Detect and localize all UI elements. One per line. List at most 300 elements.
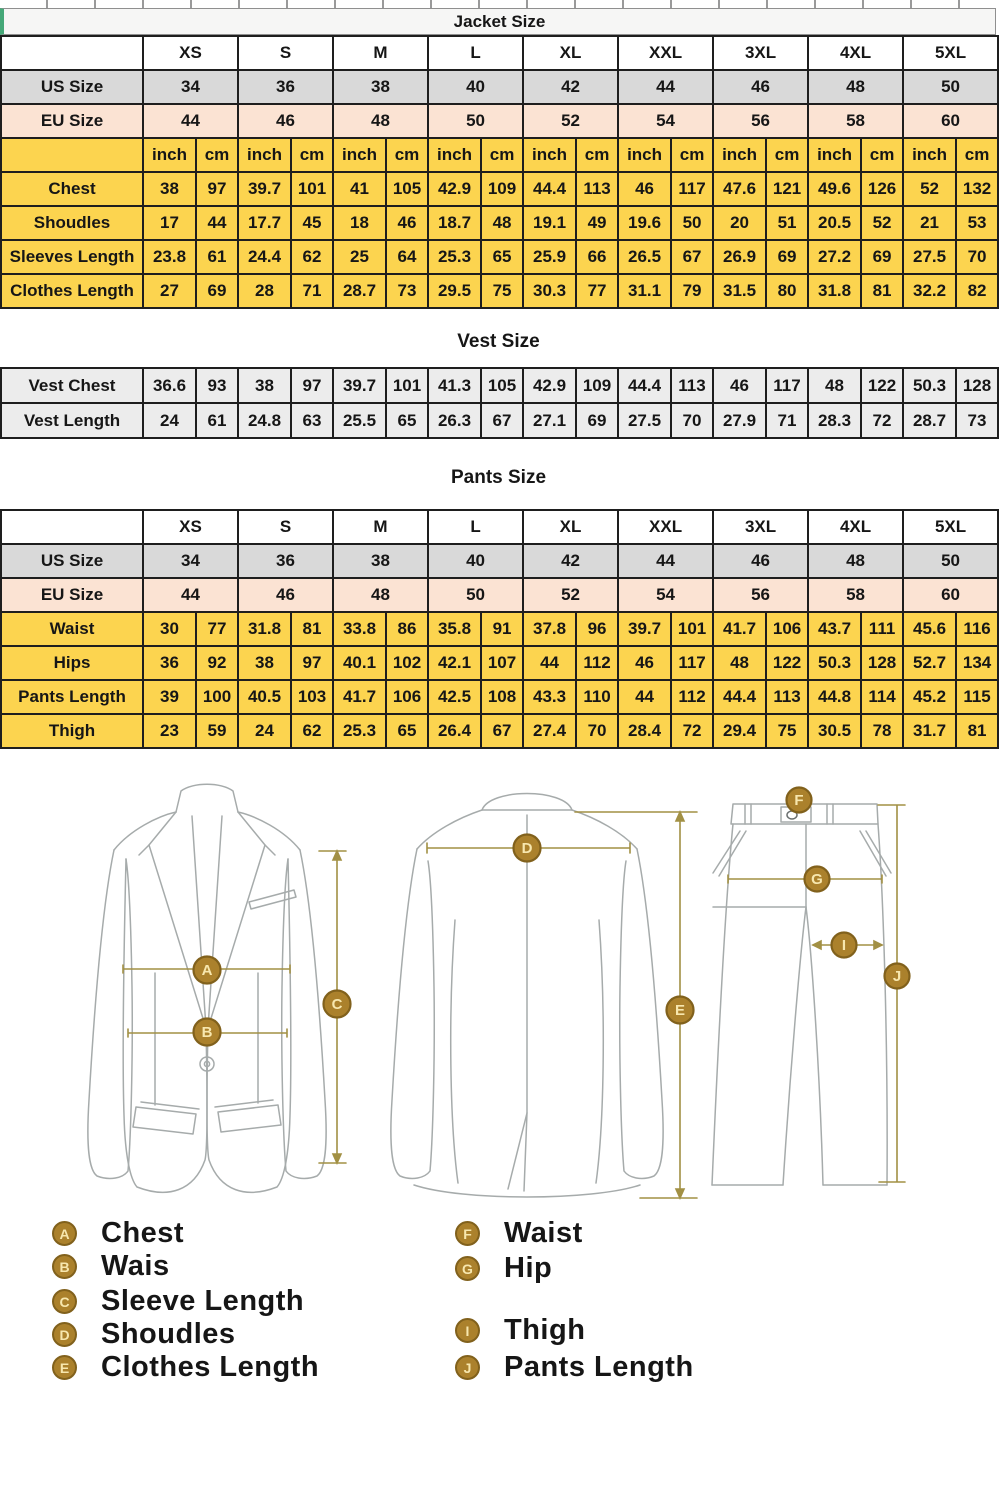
legend-item-j: [455, 1351, 694, 1384]
unit-inch-cell: inch: [428, 138, 481, 172]
cm-value-cell: 77: [196, 612, 238, 646]
cm-value-cell: 103: [291, 680, 333, 714]
cm-value-cell: 109: [576, 368, 618, 403]
unit-inch-cell: inch: [713, 138, 766, 172]
cm-value-cell: 106: [766, 612, 808, 646]
cm-value-cell: 134: [956, 646, 998, 680]
inch-value-cell: 26.3: [428, 403, 481, 438]
inch-value-cell: 27: [143, 274, 196, 308]
inch-value-cell: 24: [238, 714, 291, 748]
inch-value-cell: 46: [713, 368, 766, 403]
inch-value-cell: 36: [143, 646, 196, 680]
cm-value-cell: 108: [481, 680, 523, 714]
marker-e: [667, 997, 694, 1024]
cm-value-cell: 73: [386, 274, 428, 308]
inch-value-cell: 39.7: [618, 612, 671, 646]
inch-value-cell: 21: [903, 206, 956, 240]
jacket-front-drawing: [88, 784, 326, 1192]
inch-value-cell: 44.4: [523, 172, 576, 206]
inch-value-cell: 27.2: [808, 240, 861, 274]
cm-value-cell: 100: [196, 680, 238, 714]
eu-size-cell: 58: [808, 578, 903, 612]
cm-value-cell: 67: [481, 403, 523, 438]
legend-label: Chest: [101, 1217, 185, 1249]
inch-value-cell: 25.3: [428, 240, 481, 274]
svg-text:C: C: [331, 996, 343, 1013]
inch-value-cell: 25.3: [333, 714, 386, 748]
cm-value-cell: 80: [766, 274, 808, 308]
corner-cell: [1, 510, 143, 544]
cm-value-cell: 102: [386, 646, 428, 680]
cm-value-cell: 115: [956, 680, 998, 714]
inch-value-cell: 42.5: [428, 680, 481, 714]
cm-value-cell: 132: [956, 172, 998, 206]
cm-value-cell: 101: [386, 368, 428, 403]
us-size-cell: 36: [238, 544, 333, 578]
inch-value-cell: 33.8: [333, 612, 386, 646]
legend-item-f: [455, 1217, 583, 1250]
cm-value-cell: 69: [576, 403, 618, 438]
cm-value-cell: 45: [291, 206, 333, 240]
cm-value-cell: 107: [481, 646, 523, 680]
svg-text:F: F: [794, 792, 804, 809]
table-row: [1, 36, 998, 70]
cm-value-cell: 77: [576, 274, 618, 308]
eu-size-cell: 48: [333, 578, 428, 612]
inch-value-cell: 28: [238, 274, 291, 308]
cm-value-cell: 105: [481, 368, 523, 403]
marker-a: [194, 957, 221, 984]
unit-cm-cell: cm: [481, 138, 523, 172]
unit-cm-cell: cm: [576, 138, 618, 172]
us-size-cell: 50: [903, 544, 998, 578]
eu-size-cell: 50: [428, 104, 523, 138]
cm-value-cell: 81: [291, 612, 333, 646]
inch-value-cell: 25.9: [523, 240, 576, 274]
cm-value-cell: 126: [861, 172, 903, 206]
cm-value-cell: 70: [956, 240, 998, 274]
cm-value-cell: 62: [291, 240, 333, 274]
legend-badge-i: I: [455, 1318, 480, 1343]
eu-size-cell: 60: [903, 578, 998, 612]
marker-i: [832, 933, 857, 958]
inch-value-cell: 43.3: [523, 680, 576, 714]
inch-value-cell: 31.7: [903, 714, 956, 748]
inch-value-cell: 29.5: [428, 274, 481, 308]
cm-value-cell: 49: [576, 206, 618, 240]
cm-value-cell: 97: [196, 172, 238, 206]
inch-value-cell: 32.2: [903, 274, 956, 308]
cm-value-cell: 121: [766, 172, 808, 206]
us-size-cell: 48: [808, 70, 903, 104]
cm-value-cell: 106: [386, 680, 428, 714]
size-header-cell: XS: [143, 510, 238, 544]
marker-c: [324, 991, 351, 1018]
unit-inch-cell: inch: [238, 138, 291, 172]
cm-value-cell: 105: [386, 172, 428, 206]
us-size-cell: 42: [523, 544, 618, 578]
table-row: [1, 104, 998, 138]
cm-value-cell: 69: [196, 274, 238, 308]
cm-value-cell: 112: [671, 680, 713, 714]
inch-value-cell: 28.4: [618, 714, 671, 748]
marker-f: [787, 788, 812, 813]
cm-value-cell: 70: [576, 714, 618, 748]
table-row: [1, 240, 998, 274]
cm-value-cell: 53: [956, 206, 998, 240]
pants-size-table: [0, 509, 999, 749]
cm-value-cell: 93: [196, 368, 238, 403]
cm-value-cell: 116: [956, 612, 998, 646]
table-row: [1, 206, 998, 240]
inch-value-cell: 42.1: [428, 646, 481, 680]
table-row: [1, 510, 998, 544]
inch-value-cell: 28.7: [333, 274, 386, 308]
corner-cell: [1, 36, 143, 70]
vest-size-table: [0, 367, 999, 439]
inch-value-cell: 50.3: [903, 368, 956, 403]
us-size-cell: 42: [523, 70, 618, 104]
table-row: [1, 578, 998, 612]
inch-value-cell: 30.5: [808, 714, 861, 748]
inch-value-cell: 52: [903, 172, 956, 206]
size-header-cell: S: [238, 36, 333, 70]
svg-text:I: I: [841, 937, 847, 954]
cm-value-cell: 67: [671, 240, 713, 274]
eu-size-cell: 52: [523, 578, 618, 612]
eu-size-label: EU Size: [1, 104, 143, 138]
table-row: [1, 646, 998, 680]
inch-value-cell: 46: [618, 172, 671, 206]
cm-value-cell: 81: [956, 714, 998, 748]
table-row: [1, 680, 998, 714]
legend-badge-g: G: [455, 1256, 480, 1281]
inch-value-cell: 49.6: [808, 172, 861, 206]
cm-value-cell: 69: [766, 240, 808, 274]
unit-cm-cell: cm: [386, 138, 428, 172]
us-size-cell: 38: [333, 70, 428, 104]
size-header-cell: XL: [523, 36, 618, 70]
table-row: [1, 612, 998, 646]
size-header-cell: M: [333, 510, 428, 544]
cm-value-cell: 101: [291, 172, 333, 206]
cm-value-cell: 61: [196, 240, 238, 274]
inch-value-cell: 27.5: [618, 403, 671, 438]
pants-drawing: [712, 804, 891, 1185]
legend-item-d: [52, 1318, 236, 1351]
marker-g: [805, 867, 830, 892]
measurement-label: Hips: [1, 646, 143, 680]
cm-value-cell: 96: [576, 612, 618, 646]
inch-value-cell: 27.1: [523, 403, 576, 438]
cm-value-cell: 91: [481, 612, 523, 646]
inch-value-cell: 40.5: [238, 680, 291, 714]
cm-value-cell: 62: [291, 714, 333, 748]
cm-value-cell: 128: [956, 368, 998, 403]
cm-value-cell: 66: [576, 240, 618, 274]
inch-value-cell: 26.4: [428, 714, 481, 748]
cm-value-cell: 109: [481, 172, 523, 206]
eu-size-cell: 44: [143, 104, 238, 138]
unit-inch-cell: inch: [618, 138, 671, 172]
inch-value-cell: 17: [143, 206, 196, 240]
inch-value-cell: 23.8: [143, 240, 196, 274]
inch-value-cell: 41: [333, 172, 386, 206]
legend-label: Pants Length: [504, 1351, 694, 1383]
cm-value-cell: 86: [386, 612, 428, 646]
inch-value-cell: 40.1: [333, 646, 386, 680]
inch-value-cell: 38: [238, 368, 291, 403]
inch-value-cell: 27.5: [903, 240, 956, 274]
measurement-label: Shoudles: [1, 206, 143, 240]
garment-diagram-svg: [0, 755, 1000, 1211]
cm-value-cell: 65: [386, 714, 428, 748]
inch-value-cell: 39: [143, 680, 196, 714]
unit-cm-cell: cm: [956, 138, 998, 172]
svg-text:J: J: [892, 968, 902, 985]
cm-value-cell: 44: [196, 206, 238, 240]
us-size-cell: 34: [143, 544, 238, 578]
inch-value-cell: 48: [713, 646, 766, 680]
us-size-cell: 40: [428, 544, 523, 578]
cm-value-cell: 65: [481, 240, 523, 274]
us-size-label: US Size: [1, 544, 143, 578]
legend-label: Thigh: [504, 1314, 586, 1346]
legend-label: Waist: [504, 1217, 583, 1249]
legend-item-g: [455, 1252, 552, 1285]
cm-value-cell: 71: [766, 403, 808, 438]
inch-value-cell: 31.5: [713, 274, 766, 308]
svg-text:A: A: [201, 962, 213, 979]
measurement-label: Vest Chest: [1, 368, 143, 403]
inch-value-cell: 19.6: [618, 206, 671, 240]
inch-value-cell: 27.4: [523, 714, 576, 748]
inch-value-cell: 46: [618, 646, 671, 680]
legend-label: Wais: [101, 1250, 170, 1282]
cm-value-cell: 65: [386, 403, 428, 438]
eu-size-cell: 60: [903, 104, 998, 138]
inch-value-cell: 19.1: [523, 206, 576, 240]
legend-badge-c: C: [52, 1289, 77, 1314]
size-header-cell: 3XL: [713, 36, 808, 70]
eu-size-label: EU Size: [1, 578, 143, 612]
inch-value-cell: 39.7: [238, 172, 291, 206]
inch-value-cell: 41.3: [428, 368, 481, 403]
cm-value-cell: 92: [196, 646, 238, 680]
legend-item-i: [455, 1314, 585, 1347]
cm-value-cell: 122: [861, 368, 903, 403]
inch-value-cell: 43.7: [808, 612, 861, 646]
cm-value-cell: 110: [576, 680, 618, 714]
cm-value-cell: 48: [481, 206, 523, 240]
legend-label: Hip: [504, 1252, 553, 1284]
cm-value-cell: 52: [861, 206, 903, 240]
inch-value-cell: 24: [143, 403, 196, 438]
inch-value-cell: 18.7: [428, 206, 481, 240]
cm-value-cell: 113: [766, 680, 808, 714]
legend-item-c: [52, 1285, 304, 1318]
measurement-label: Sleeves Length: [1, 240, 143, 274]
measurement-legend: [0, 1211, 1000, 1411]
spreadsheet-grid-ticks: [0, 0, 997, 8]
unit-cm-cell: cm: [196, 138, 238, 172]
us-size-cell: 38: [333, 544, 428, 578]
cm-value-cell: 101: [671, 612, 713, 646]
inch-value-cell: 35.8: [428, 612, 481, 646]
cm-value-cell: 79: [671, 274, 713, 308]
cm-value-cell: 117: [671, 646, 713, 680]
diagram-marker-badges: [194, 788, 910, 1046]
inch-value-cell: 38: [143, 172, 196, 206]
inch-value-cell: 37.8: [523, 612, 576, 646]
us-size-label: US Size: [1, 70, 143, 104]
us-size-cell: 44: [618, 70, 713, 104]
table-row: [1, 544, 998, 578]
inch-value-cell: 45.6: [903, 612, 956, 646]
inch-value-cell: 44.4: [713, 680, 766, 714]
legend-badge-d: D: [52, 1322, 77, 1347]
legend-item-e: [52, 1351, 319, 1384]
measurement-label: Clothes Length: [1, 274, 143, 308]
size-header-cell: 3XL: [713, 510, 808, 544]
table-row: [1, 138, 998, 172]
legend-item-a: [52, 1217, 184, 1250]
svg-text:D: D: [521, 840, 533, 857]
measurement-label: Chest: [1, 172, 143, 206]
cm-value-cell: 113: [576, 172, 618, 206]
inch-value-cell: 31.8: [808, 274, 861, 308]
inch-value-cell: 23: [143, 714, 196, 748]
table-row: [1, 403, 998, 438]
unit-inch-cell: inch: [333, 138, 386, 172]
size-header-cell: XL: [523, 510, 618, 544]
eu-size-cell: 54: [618, 578, 713, 612]
cm-value-cell: 71: [291, 274, 333, 308]
measurement-label: Waist: [1, 612, 143, 646]
cm-value-cell: 70: [671, 403, 713, 438]
cm-value-cell: 82: [956, 274, 998, 308]
inch-value-cell: 41.7: [333, 680, 386, 714]
measurement-diagram: [0, 755, 1000, 1211]
size-header-cell: 4XL: [808, 36, 903, 70]
inch-value-cell: 44.4: [618, 368, 671, 403]
inch-value-cell: 20.5: [808, 206, 861, 240]
cm-value-cell: 64: [386, 240, 428, 274]
cm-value-cell: 72: [671, 714, 713, 748]
svg-text:E: E: [674, 1002, 686, 1019]
svg-text:B: B: [201, 1024, 213, 1041]
table-row: [1, 368, 998, 403]
unit-cm-cell: cm: [671, 138, 713, 172]
inch-value-cell: 42.9: [523, 368, 576, 403]
unit-cm-cell: cm: [861, 138, 903, 172]
cm-value-cell: 67: [481, 714, 523, 748]
inch-value-cell: 26.9: [713, 240, 766, 274]
size-header-cell: L: [428, 510, 523, 544]
unit-cm-cell: cm: [291, 138, 333, 172]
legend-label: Sleeve Length: [101, 1285, 305, 1317]
inch-value-cell: 26.5: [618, 240, 671, 274]
legend-badge-e: E: [52, 1355, 77, 1380]
cm-value-cell: 117: [766, 368, 808, 403]
eu-size-cell: 52: [523, 104, 618, 138]
jacket-size-table: [0, 35, 999, 309]
size-header-cell: 5XL: [903, 510, 998, 544]
cm-value-cell: 97: [291, 368, 333, 403]
eu-size-cell: 56: [713, 104, 808, 138]
inch-value-cell: 31.1: [618, 274, 671, 308]
inch-value-cell: 24.4: [238, 240, 291, 274]
inch-value-cell: 44: [523, 646, 576, 680]
inch-value-cell: 28.7: [903, 403, 956, 438]
cm-value-cell: 59: [196, 714, 238, 748]
measurement-lines: [123, 805, 905, 1198]
eu-size-cell: 54: [618, 104, 713, 138]
cm-value-cell: 111: [861, 612, 903, 646]
us-size-cell: 50: [903, 70, 998, 104]
us-size-cell: 48: [808, 544, 903, 578]
inch-value-cell: 20: [713, 206, 766, 240]
eu-size-cell: 44: [143, 578, 238, 612]
inch-value-cell: 25.5: [333, 403, 386, 438]
unit-inch-cell: inch: [143, 138, 196, 172]
table-row: [1, 274, 998, 308]
inch-value-cell: 36.6: [143, 368, 196, 403]
cm-value-cell: 69: [861, 240, 903, 274]
inch-value-cell: 28.3: [808, 403, 861, 438]
cm-value-cell: 81: [861, 274, 903, 308]
size-header-cell: L: [428, 36, 523, 70]
measurement-label: Thigh: [1, 714, 143, 748]
inch-value-cell: 25: [333, 240, 386, 274]
cm-value-cell: 114: [861, 680, 903, 714]
cm-value-cell: 63: [291, 403, 333, 438]
marker-d: [514, 835, 541, 862]
inch-value-cell: 48: [808, 368, 861, 403]
table-row: [1, 714, 998, 748]
eu-size-cell: 50: [428, 578, 523, 612]
inch-value-cell: 27.9: [713, 403, 766, 438]
inch-value-cell: 44.8: [808, 680, 861, 714]
pants-size-title: Pants Size: [450, 467, 547, 488]
measurement-label: Vest Length: [1, 403, 143, 438]
unit-cm-cell: cm: [766, 138, 808, 172]
inch-value-cell: 29.4: [713, 714, 766, 748]
inch-value-cell: 52.7: [903, 646, 956, 680]
cm-value-cell: 112: [576, 646, 618, 680]
inch-value-cell: 17.7: [238, 206, 291, 240]
inch-value-cell: 45.2: [903, 680, 956, 714]
inch-value-cell: 31.8: [238, 612, 291, 646]
size-header-cell: M: [333, 36, 428, 70]
eu-size-cell: 48: [333, 104, 428, 138]
inch-value-cell: 50.3: [808, 646, 861, 680]
legend-item-b: [52, 1250, 170, 1283]
cm-value-cell: 46: [386, 206, 428, 240]
legend-badge-j: J: [455, 1355, 480, 1380]
svg-text:G: G: [811, 871, 823, 888]
cm-value-cell: 117: [671, 172, 713, 206]
us-size-cell: 36: [238, 70, 333, 104]
vest-size-title: Vest Size: [457, 331, 540, 352]
unit-inch-cell: inch: [523, 138, 576, 172]
cm-value-cell: 128: [861, 646, 903, 680]
cm-value-cell: 78: [861, 714, 903, 748]
cm-value-cell: 51: [766, 206, 808, 240]
unit-inch-cell: inch: [903, 138, 956, 172]
table-row: [1, 70, 998, 104]
inch-value-cell: 41.7: [713, 612, 766, 646]
